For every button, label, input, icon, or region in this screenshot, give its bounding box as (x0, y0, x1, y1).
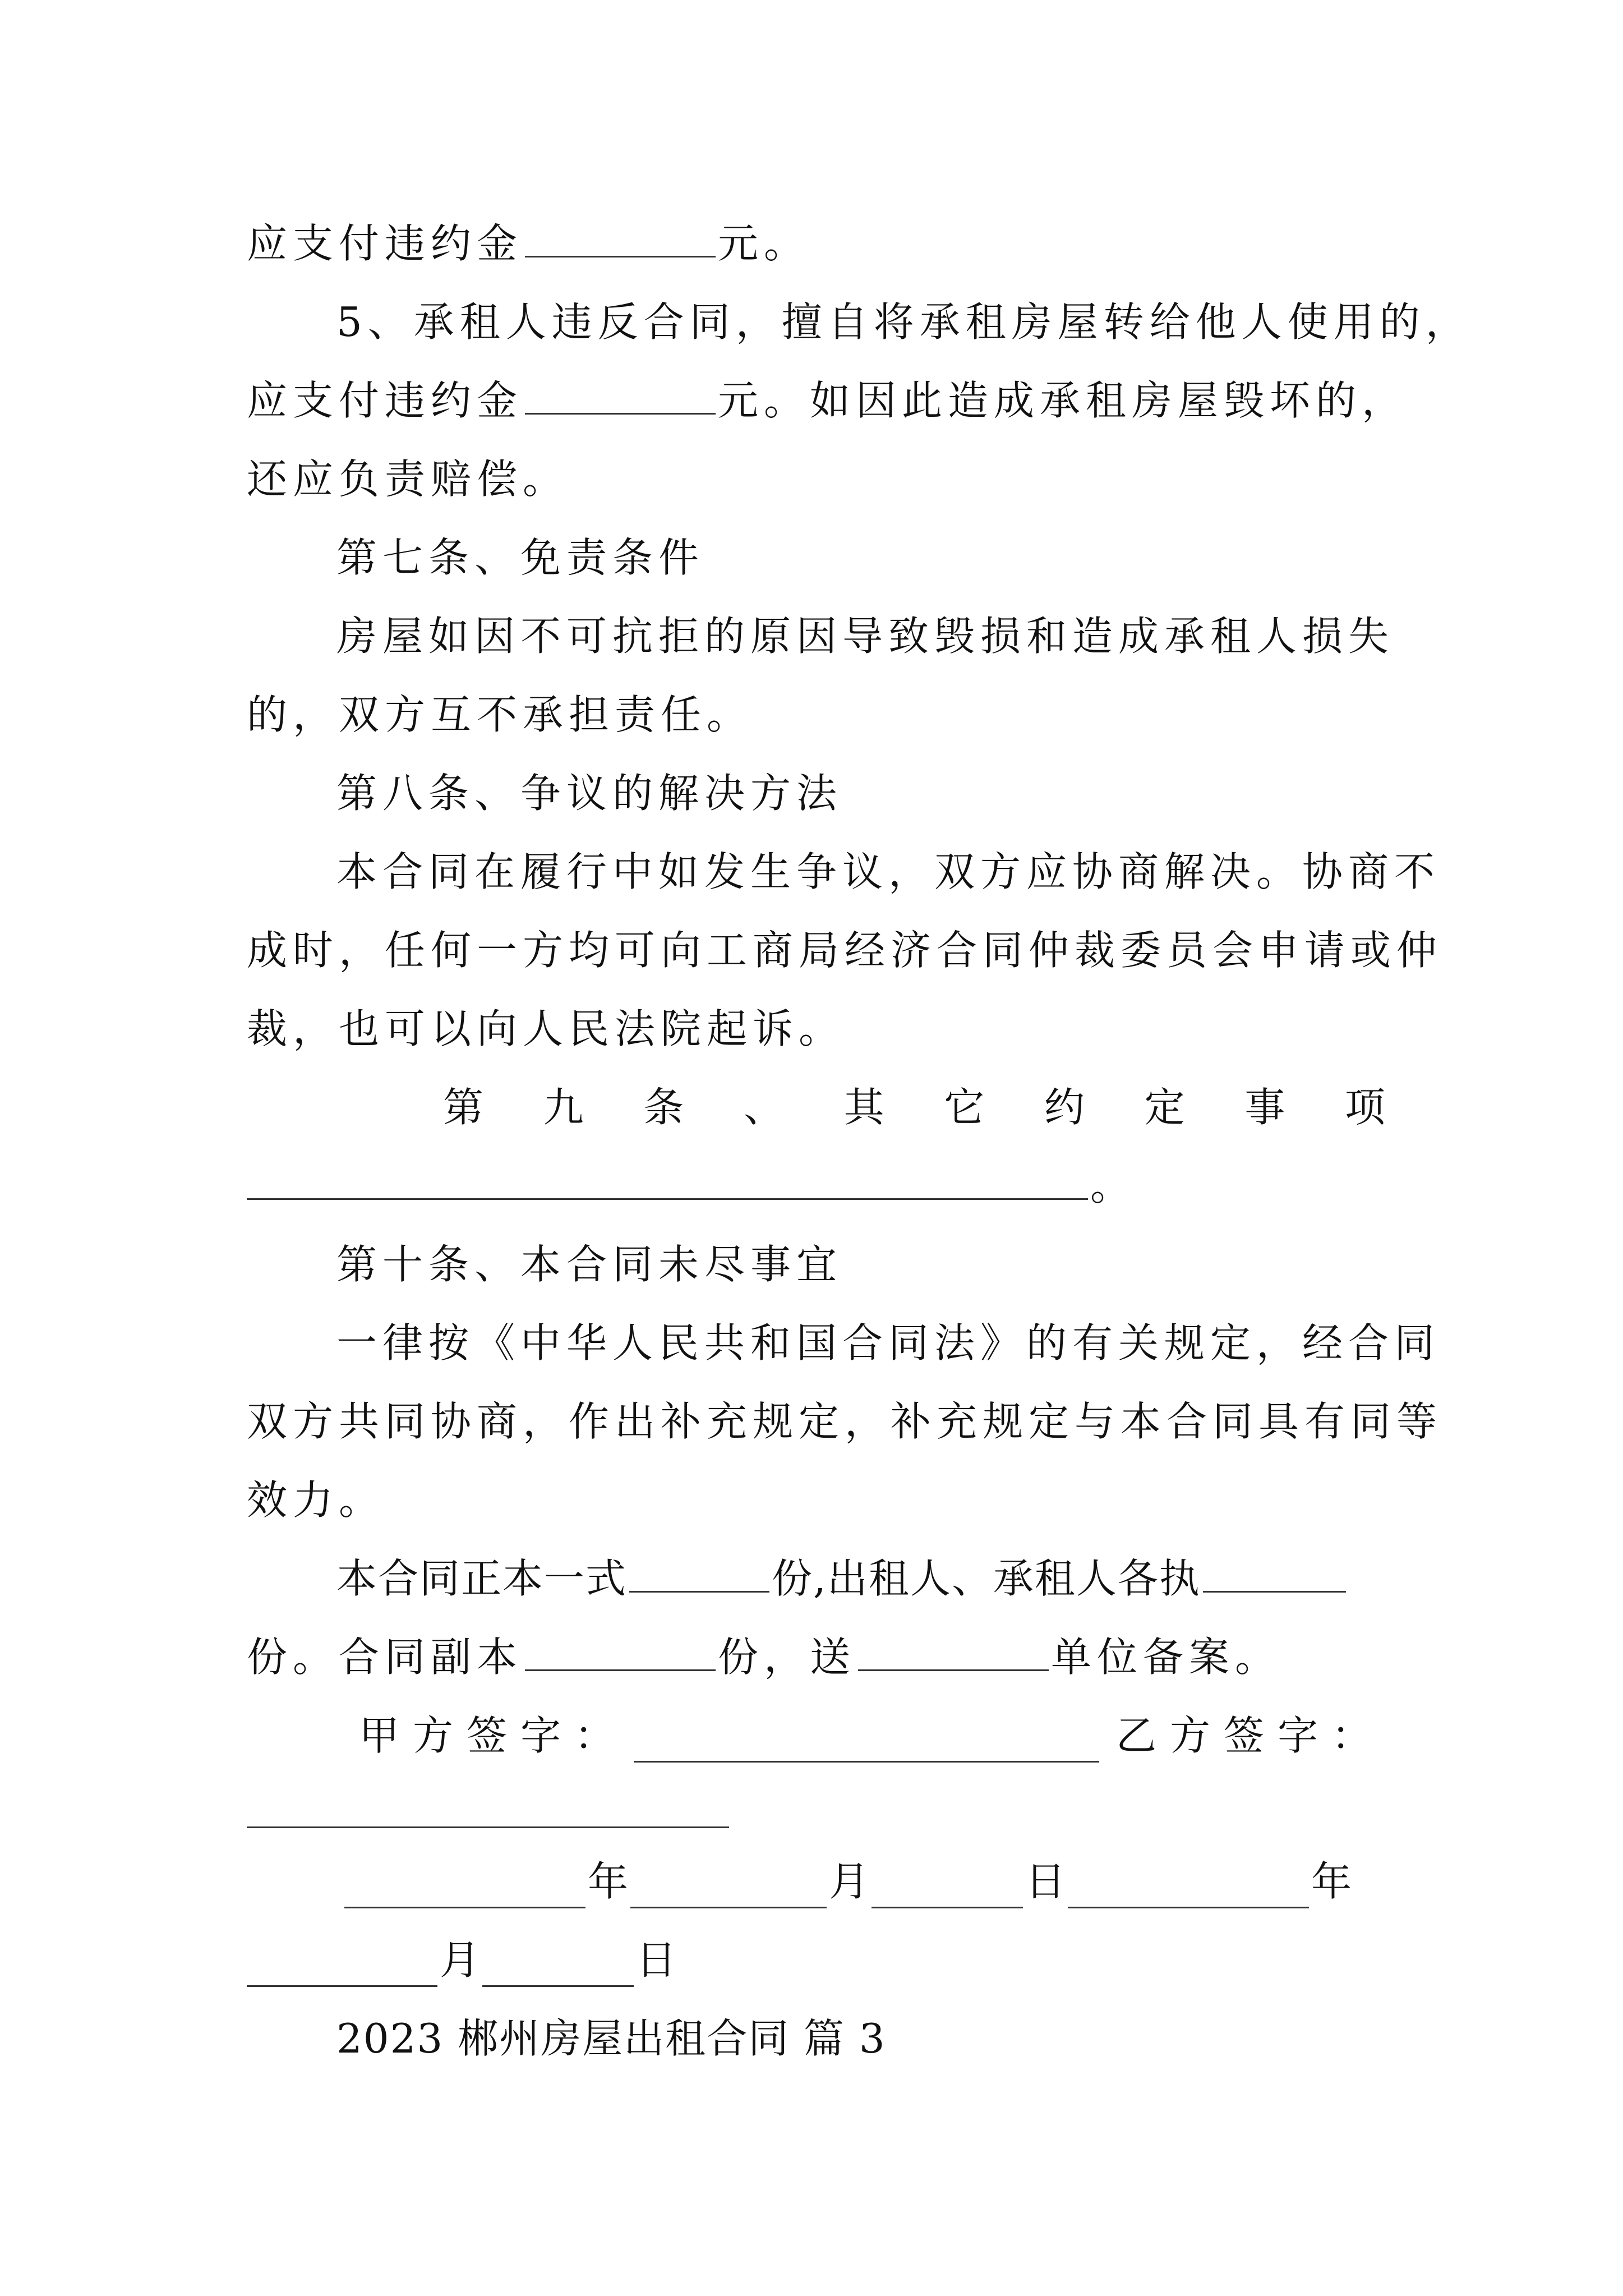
article9-char: 事 (1244, 1084, 1285, 1131)
day-label: 日 (1025, 1858, 1066, 1905)
party-b-sign-label: 乙方签字： (1115, 1712, 1385, 1759)
article7-title: 第七条、免责条件 (336, 534, 705, 581)
article7-line2: 的，双方互不承担责任。 (247, 691, 753, 738)
year-label: 年 (588, 1858, 629, 1905)
article8-line3: 裁，也可以向人民法院起诉。 (247, 1005, 845, 1052)
copies-text-e: 单位备案。 (1051, 1634, 1281, 1681)
party-b-sign-blank (247, 1787, 729, 1828)
month-label: 月 (829, 1858, 870, 1905)
article8-line1: 本合同在履行中如发生争议，双方应协商解决。协商不 (336, 848, 1441, 895)
article9-end: 。 (1090, 1162, 1137, 1209)
article7-line1: 房屋如因不可抗拒的原因导致毁损和造成承租人损失 (336, 613, 1395, 660)
article9-char: 条 (643, 1084, 684, 1131)
penalty-unit: 元。 (718, 220, 810, 267)
party-b-month-blank (247, 1946, 437, 1987)
party-a-year-blank (344, 1867, 585, 1908)
party-b-day-blank (482, 1946, 634, 1987)
copies-line2 (247, 1630, 1385, 1684)
clause5-amount-blank (525, 374, 716, 415)
clause5-text-a: 应支付违约金 (247, 377, 523, 424)
party-a-month-blank (630, 1867, 827, 1908)
copies-count-blank (629, 1552, 769, 1593)
article8-title: 第八条、争议的解决方法 (336, 770, 843, 817)
date-line2 (247, 1933, 1385, 1987)
month-label: 月 (440, 1936, 481, 1984)
article9-char: 约 (1044, 1084, 1085, 1131)
article9-char: 其 (843, 1084, 884, 1131)
article9-char: 它 (944, 1084, 985, 1131)
article9-blank (247, 1159, 1088, 1200)
copies-text-a: 本合同正本一式 (336, 1555, 628, 1602)
article10-line2: 双方共同协商，作出补充规定，补充规定与本合同具有同等 (247, 1398, 1443, 1445)
each-copies-blank (1203, 1552, 1346, 1593)
article9-char: 第 (443, 1084, 484, 1131)
article9-char: 项 (1344, 1084, 1385, 1131)
article9-char: 定 (1144, 1084, 1185, 1131)
copies-text-b: 份,出租人、承租人各执 (772, 1555, 1201, 1602)
copies-text-d: 份，送 (718, 1634, 856, 1681)
clause5-line1: 5、承租人违反合同，擅自将承租房屋转给他人使用的， (336, 298, 1472, 346)
party-a-sign-blank (634, 1722, 1099, 1763)
signature-line (359, 1709, 1385, 1763)
article8-line2: 成时，任何一方均可向工商局经济合同仲裁委员会申请或仲 (247, 927, 1443, 974)
penalty-line (247, 217, 1385, 270)
date-line1 (342, 1855, 1385, 1908)
party-b-sign-line (247, 1787, 1385, 1841)
article10-line3: 效力。 (247, 1476, 385, 1524)
article9-char: 九 (543, 1084, 584, 1131)
next-section-heading: 2023 郴州房屋出租合同 篇 3 (336, 2015, 886, 2062)
filing-unit-blank (858, 1630, 1049, 1671)
penalty-text: 应支付违约金 (247, 220, 523, 267)
article9-char: 、 (743, 1084, 784, 1131)
duplicate-count-blank (525, 1630, 716, 1671)
penalty-amount-blank (525, 217, 716, 257)
article9-title (443, 1080, 1385, 1134)
clause5-text-b: 元。如因此造成承租房屋毁坏的， (718, 377, 1408, 424)
party-a-sign-label: 甲方签字： (359, 1712, 629, 1759)
article9-fill-line (247, 1159, 1385, 1213)
copies-line1 (336, 1552, 1385, 1605)
article10-line1: 一律按《中华人民共和国合同法》的有关规定，经合同 (336, 1319, 1441, 1366)
year-label: 年 (1311, 1858, 1352, 1905)
clause5-line3: 还应负责赔偿。 (247, 455, 569, 503)
article10-title: 第十条、本合同未尽事宜 (336, 1241, 843, 1288)
clause5-line2 (247, 374, 1408, 427)
day-label: 日 (636, 1936, 677, 1984)
copies-text-c: 份。合同副本 (247, 1634, 523, 1681)
party-a-day-blank (872, 1867, 1023, 1908)
party-b-year-blank (1068, 1867, 1309, 1908)
